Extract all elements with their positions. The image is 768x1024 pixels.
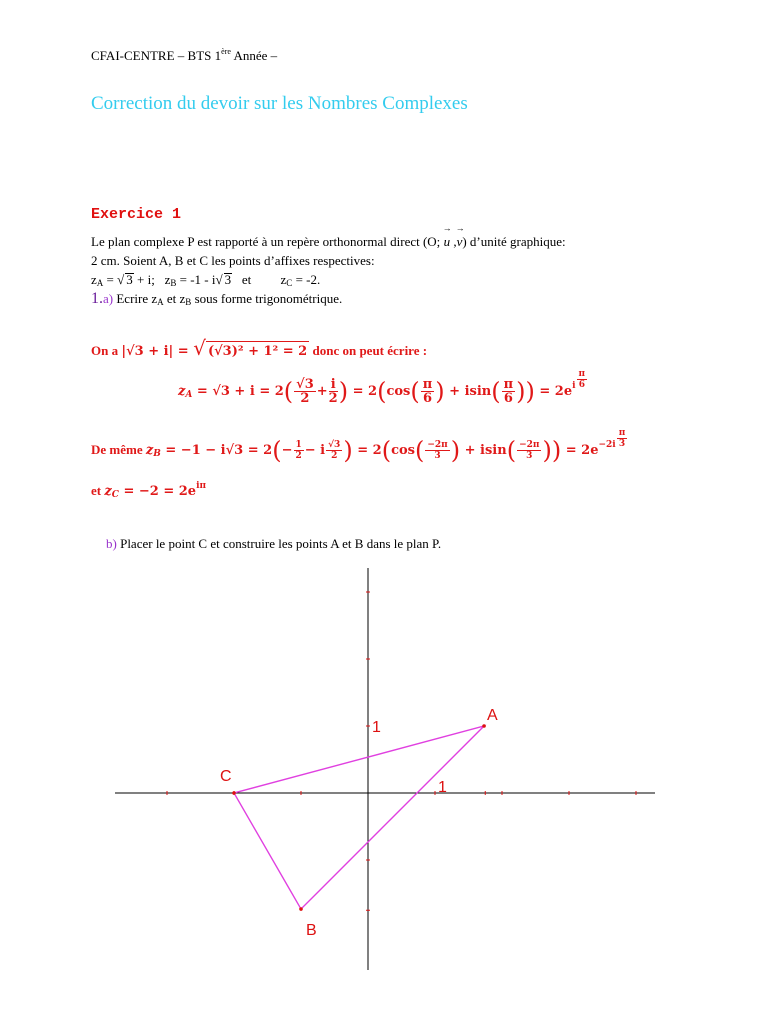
sol-zb-sub: B: [153, 449, 161, 459]
header-suffix: Année –: [230, 48, 278, 63]
zc-sub: C: [286, 278, 293, 288]
sol-za-sub: A: [185, 390, 193, 400]
zb-sub: B: [170, 278, 177, 288]
vector-u: → u: [444, 234, 451, 250]
sol-plus: +: [316, 384, 328, 399]
point-labels: [220, 707, 498, 939]
solution-za-line: zA = √3 + i = 2( $\frac{√3}{2}$ + $\frac{i}{2}$ ) = 2(cos( $\frac{\pi}{6}$ ) + isin( $\frac{\pi}{6}$ )) = $2e^i$ $\frac{\pi}{6}$: [178, 369, 586, 406]
solution-zb-line: De même zB = −1 − i√3 = 2(− $\frac{1}{2}$ − i $\frac{√3}{2}$ ) = 2(cos( $\frac{-2\pi}{3}$ ) + isin( $\frac{-2\pi}{3}$ )) = $2e^{-2i}$ $\frac{\pi}{3}$: [91, 428, 626, 465]
sol-zb-prefix: De même: [91, 442, 146, 457]
frac2-num: i: [329, 378, 338, 392]
zbexp-num: π: [618, 428, 626, 438]
sol-exp-i: i: [572, 381, 576, 391]
solution-modulus-line: On a |√3 + i| = √ (√3)² + 1² = 2 donc on peut écrire :: [91, 336, 428, 360]
sol-zb-eq2: = 2: [352, 443, 382, 458]
zc-label: z: [280, 272, 287, 287]
sol-zb-exp: −2i: [598, 440, 616, 450]
document-title: Correction du devoir sur les Nombres Complexes: [91, 93, 468, 114]
intro-comma: ,: [450, 234, 457, 249]
gfrac3-den: 3: [434, 451, 441, 461]
points: [232, 724, 486, 911]
sol-eq3: = 2e: [534, 384, 573, 399]
label-b: B: [306, 922, 317, 940]
sol-zb-eq1: = −1 − i√3 = 2: [160, 443, 273, 458]
za-radicand: 3: [126, 272, 133, 287]
sol-minus-i: − i: [304, 443, 326, 458]
sol-za-eq1: = √3 + i = 2: [192, 384, 284, 399]
expfrac-den: 6: [578, 380, 585, 390]
sol-zb-lhs: z: [145, 443, 154, 458]
frac1-den: 2: [300, 391, 310, 406]
label-a: A: [487, 707, 498, 724]
label-unit-x: 1: [438, 779, 447, 796]
zbexp-den: 3: [618, 439, 626, 449]
zb-label: z: [164, 272, 171, 287]
intro-line-2: 2 cm. Soient A, B et C les points d’affixes respectives:: [91, 253, 375, 268]
question-1-number: 1.: [91, 290, 103, 307]
header-prefix: CFAI-CENTRE – BTS 1: [91, 48, 222, 63]
header-sup: ère: [221, 47, 231, 56]
sol-isin: + isin: [444, 384, 492, 399]
point-c: [232, 791, 236, 795]
label-c: C: [220, 768, 232, 785]
sol-minus: −: [281, 443, 293, 458]
sol-zc-lhs: z: [104, 484, 112, 499]
sol-eq2: = 2: [348, 384, 378, 399]
sol-modulus: |√3 + i| =: [121, 344, 194, 359]
sol-zb-cos: cos: [391, 443, 415, 458]
frac3-den: 6: [422, 391, 433, 406]
zb-radicand: 3: [224, 272, 232, 287]
gfrac2-den: 2: [331, 451, 338, 461]
exercise-heading: Exercice 1: [91, 206, 182, 223]
question-1a-sub-b: B: [185, 297, 192, 307]
sol-zc-exp: iπ: [196, 481, 207, 491]
sol-sqrt-content: (√3)² + 1² = 2: [206, 341, 309, 359]
point-a: [482, 724, 486, 728]
axes: [115, 568, 655, 970]
sol-cos: cos: [386, 384, 411, 399]
question-1b-text: Placer le point C et construire les points A et B dans le plan P.: [116, 536, 442, 551]
zb-eq: = -1 - i: [176, 272, 216, 287]
sol-zc-prefix: et: [91, 483, 105, 498]
expfrac-num: π: [578, 369, 586, 379]
affixes-et: et: [241, 272, 252, 287]
gfrac1-num: 1: [295, 440, 302, 450]
frac4-num: π: [503, 377, 514, 392]
sol-zc-sub: C: [111, 490, 119, 500]
frac1-num: √3: [296, 377, 314, 392]
gfrac2-num: √3: [328, 440, 341, 450]
question-1a-text-c: sous forme trigonométrique.: [191, 291, 343, 306]
za-sub: A: [96, 278, 104, 288]
sol-zb-isin: + isin: [460, 443, 507, 458]
label-unit-y: 1: [372, 719, 381, 736]
question-1a-text-a: Ecrire z: [113, 291, 158, 306]
zc-eq: = -2.: [292, 272, 321, 287]
frac4-den: 6: [503, 391, 513, 406]
point-b: [299, 907, 303, 911]
intro-line-1-text-a: Le plan complexe P est rapporté à un repère orthonormal direct (O;: [91, 234, 444, 249]
vector-v: → v: [457, 234, 463, 250]
sol-line1-b: donc on peut écrire :: [309, 343, 428, 358]
gfrac1-den: 2: [295, 451, 302, 461]
sol-zb-eq3: = 2e: [561, 443, 599, 458]
gfrac4-num: −2π: [519, 440, 540, 450]
gfrac4-den: 3: [526, 451, 533, 461]
question-1b-letter: b): [106, 536, 117, 551]
affixes-line: zA = √ 3 + i; zB = -1 - i√ 3 et zC = -2.: [91, 272, 321, 288]
triangle-outline: [234, 726, 484, 909]
gfrac3-num: −2π: [427, 440, 448, 450]
sol-line1-a: On a: [91, 343, 122, 358]
triangle-abc: [234, 726, 484, 909]
question-1a-letter: a): [103, 291, 114, 306]
sol-za-lhs: z: [178, 384, 186, 399]
za-eq: =: [103, 272, 118, 287]
frac3-num: π: [422, 377, 433, 392]
za-label: z: [91, 272, 97, 287]
question-1a-text-b: et z: [163, 291, 186, 306]
intro-line-1-text-b: ) d’unité graphique:: [462, 234, 566, 249]
za-tail: + i;: [133, 272, 155, 287]
question-1a-sub-a: A: [157, 297, 164, 307]
sol-zc-eq: = −2 = 2e: [118, 484, 197, 499]
frac2-den: 2: [328, 391, 338, 406]
